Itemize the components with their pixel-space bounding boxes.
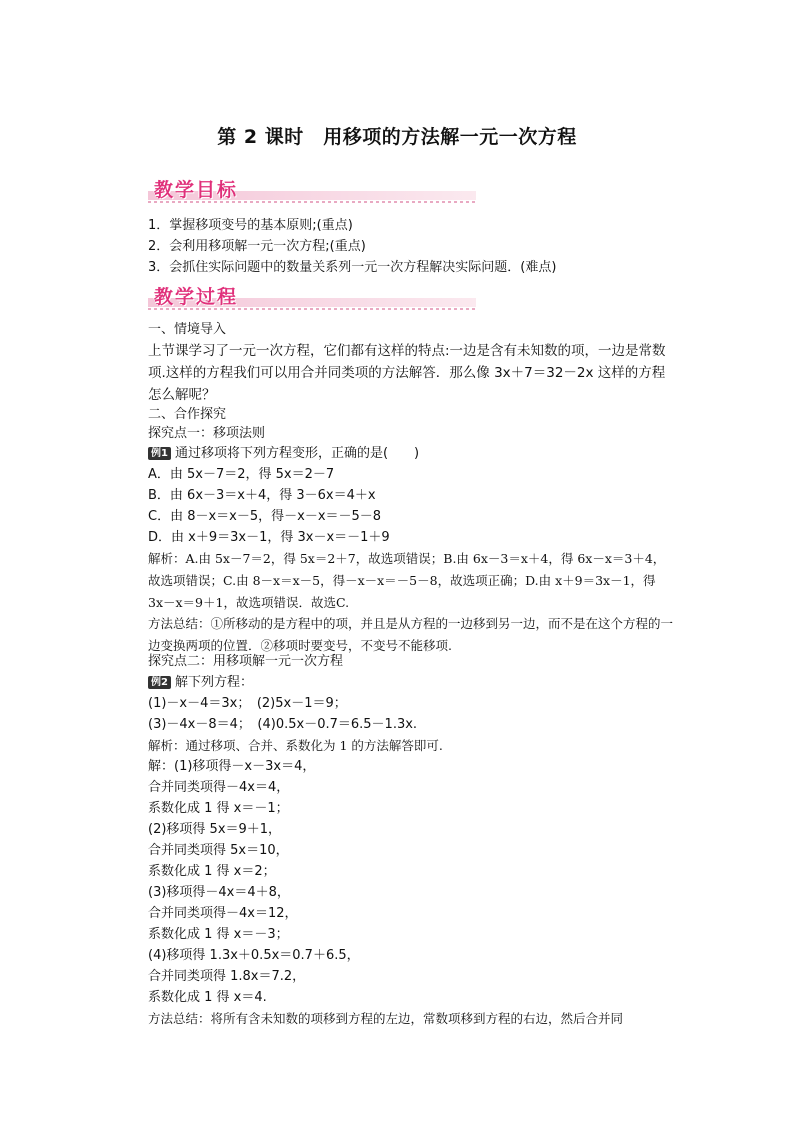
solution-step: (3)移项得－4x＝4＋8，: [148, 885, 290, 900]
option-a: A．由 5x－7＝2，得 5x＝2－7: [148, 467, 335, 482]
example-tag: 例2: [148, 676, 171, 689]
intro-paragraph: 上节课学习了一元一次方程，它们都有这样的特点:一边是含有未知数的项，一边是常数项.这样的方程我们可以用合并同类项的方法解答．那么像 3x＋7＝32－2x 这样的方程怎么解呢？: [148, 343, 666, 403]
solution-step: 系数化成 1 得 x＝2；: [148, 864, 276, 879]
example-tag: 例1: [148, 447, 171, 460]
goal-item: 2．会利用移项解一元一次方程;(重点): [148, 239, 366, 254]
example-2-question: 解下列方程：: [174, 675, 253, 690]
solution-step: 解：(1)移项得－x－3x＝4，: [148, 759, 316, 774]
example-1-question: 通过移项将下列方程变形，正确的是( ): [174, 446, 420, 461]
process-banner-label: 教学过程: [154, 286, 239, 308]
method-summary-2: 方法总结：将所有含未知数的项移到方程的左边，常数项移到方程的右边，然后合并同: [148, 1011, 624, 1026]
solution-step: 系数化成 1 得 x＝－1；: [148, 801, 289, 816]
solution-step: 合并同类项得－4x＝12，: [148, 906, 298, 921]
solution-step: 合并同类项得－4x＝4，: [148, 780, 290, 795]
option-b: B．由 6x－3＝x＋4，得 3－6x＝4＋x: [148, 488, 376, 503]
option-d: D．由 x＋9＝3x－1，得 3x－x＝－1＋9: [148, 530, 390, 545]
equation-row: (1)－x－4＝3x； (2)5x－1＝9；: [148, 696, 347, 711]
option-c: C．由 8－x＝x－5，得－x－x＝－5－8: [148, 509, 382, 524]
lesson-title: 第 2 课时 用移项的方法解一元一次方程: [217, 126, 577, 148]
process-banner: [148, 285, 476, 310]
example-2: [148, 675, 253, 691]
method-summary-1: 方法总结：①所移动的是方程中的项，并且是从方程的一边移到另一边，而不是在这个方程的一边变换两项的位置．②移项时要变号，不变号不能移项.: [148, 616, 674, 653]
solution-step: 系数化成 1 得 x＝－3；: [148, 927, 289, 942]
section-heading: 一、情境导入: [148, 322, 227, 337]
equation-row: (3)－4x－8＝4； (4)0.5x－0.7＝6.5－1.3x.: [148, 717, 418, 732]
explore-point-1: 探究点一：移项法则: [148, 426, 266, 441]
solution-step: 合并同类项得 5x＝10，: [148, 843, 289, 858]
goals-banner-label: 教学目标: [154, 179, 239, 201]
analysis-1: 解析：A.由 5x－7＝2，得 5x＝2＋7，故选项错误；B.由 6x－3＝x＋4，得 6x－x＝3＋4，故选项错误；C.由 8－x＝x－5，得－x－x＝－5－8，故选项正确；D.由 x＋9＝3x－1，得 3x－x＝9＋1，故选项错误．故选C.: [148, 551, 666, 610]
analysis-2: 解析：通过移项、合并、系数化为 1 的方法解答即可.: [148, 738, 443, 753]
explore-point-2: 探究点二：用移项解一元一次方程: [148, 654, 344, 669]
solution-step: (2)移项得 5x＝9＋1，: [148, 822, 282, 837]
example-1: [148, 446, 419, 462]
goals-banner: [148, 178, 476, 203]
solution-step: (4)移项得 1.3x＋0.5x＝0.7＋6.5，: [148, 948, 360, 963]
goal-item: 1．掌握移项变号的基本原则;(重点): [148, 218, 353, 233]
solution-step: 合并同类项得 1.8x＝7.2，: [148, 969, 306, 984]
solution-step: 系数化成 1 得 x＝4.: [148, 990, 267, 1005]
goal-item: 3．会抓住实际问题中的数量关系列一元一次方程解决实际问题．(难点): [148, 260, 557, 275]
section-heading: 二、合作探究: [148, 407, 227, 422]
